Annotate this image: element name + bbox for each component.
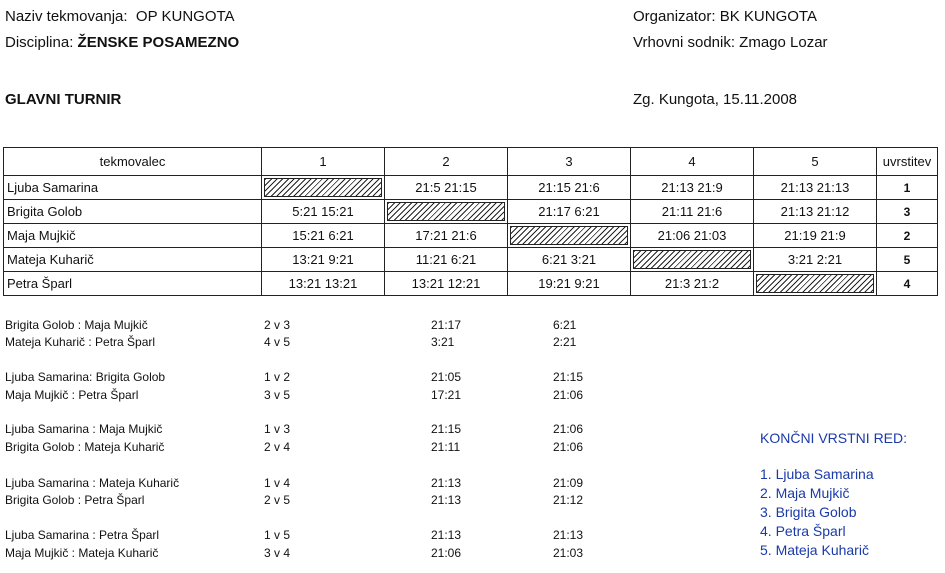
match-pair: 1 v 5	[264, 528, 291, 542]
match-set2: 21:12	[553, 493, 584, 507]
event-name-value: OP KUNGOTA	[135, 8, 235, 25]
match-set2: 2:21	[553, 335, 577, 349]
event-name-label: Naziv tekmovanja:	[5, 8, 128, 25]
score-cell: 19:21 9:21	[508, 272, 631, 296]
player-name: Brigita Golob	[4, 200, 262, 224]
match-players: Brigita Golob : Maja Mujkič	[5, 318, 148, 332]
score-cell: 21:13 21:13	[754, 176, 877, 200]
score-cell: 15:21 6:21	[262, 224, 385, 248]
column-header: 1	[262, 148, 385, 176]
column-header: 2	[385, 148, 508, 176]
referee-line	[633, 34, 828, 51]
score-cell: 21:13 21:9	[631, 176, 754, 200]
table-header-row	[4, 148, 938, 176]
match-players: Mateja Kuharič : Petra Šparl	[5, 335, 156, 349]
match-players: Brigita Golob : Petra Šparl	[5, 493, 145, 507]
discipline-line	[5, 34, 239, 51]
match-pair: 2 v 3	[264, 318, 291, 332]
score-cell: 21:06 21:03	[631, 224, 754, 248]
list-item: 5. Mateja Kuharič	[760, 542, 869, 558]
list-item: 4. Petra Šparl	[760, 523, 846, 539]
match-players: Maja Mujkič : Mateja Kuharič	[5, 546, 159, 560]
match-players: Ljuba Samarina : Petra Šparl	[5, 528, 160, 542]
score-cell: 13:21 9:21	[262, 248, 385, 272]
rank-cell: 4	[877, 272, 938, 296]
match-set1: 21:13	[431, 528, 462, 542]
self-match-cell	[385, 200, 508, 224]
column-header-rank: uvrstitev	[877, 148, 938, 176]
match-set2: 21:03	[553, 546, 584, 560]
final-ranking-list	[760, 466, 874, 561]
score-cell: 13:21 12:21	[385, 272, 508, 296]
final-ranking-title: KONČNI VRSTNI RED:	[760, 430, 908, 446]
match-players: Maja Mujkič : Petra Šparl	[5, 388, 139, 402]
score-cell: 21:13 21:12	[754, 200, 877, 224]
match-players: Ljuba Samarina : Maja Mujkič	[5, 422, 163, 436]
match-players: Brigita Golob : Mateja Kuharič	[5, 440, 165, 454]
player-name: Ljuba Samarina	[4, 176, 262, 200]
match-set1: 21:06	[431, 546, 462, 560]
score-cell: 21:5 21:15	[385, 176, 508, 200]
player-name: Petra Šparl	[4, 272, 262, 296]
score-cell: 21:19 21:9	[754, 224, 877, 248]
table-row	[4, 272, 938, 296]
referee-value: Zmago Lozar	[739, 34, 828, 51]
organizer-line	[633, 8, 817, 25]
score-cell: 17:21 21:6	[385, 224, 508, 248]
organizer-value: BK KUNGOTA	[719, 8, 817, 25]
referee-label: Vrhovni sodnik:	[633, 34, 735, 51]
results-table	[3, 147, 938, 296]
score-cell: 6:21 3:21	[508, 248, 631, 272]
rank-cell: 1	[877, 176, 938, 200]
discipline-label: Disciplina:	[5, 34, 74, 51]
match-pair: 1 v 2	[264, 370, 291, 384]
match-set2: 21:06	[553, 440, 584, 454]
column-header-player: tekmovalec	[4, 148, 262, 176]
place-date: Zg. Kungota, 15.11.2008	[633, 91, 798, 108]
table-row	[4, 200, 938, 224]
match-set2: 21:06	[553, 388, 584, 402]
rank-cell: 3	[877, 200, 938, 224]
score-cell: 13:21 13:21	[262, 272, 385, 296]
column-header: 4	[631, 148, 754, 176]
score-cell: 5:21 15:21	[262, 200, 385, 224]
score-cell: 21:11 21:6	[631, 200, 754, 224]
self-match-cell	[508, 224, 631, 248]
match-pair: 4 v 5	[264, 335, 291, 349]
match-pair: 2 v 5	[264, 493, 291, 507]
player-name: Maja Mujkič	[4, 224, 262, 248]
match-pair: 3 v 4	[264, 546, 291, 560]
score-cell: 3:21 2:21	[754, 248, 877, 272]
list-item: 1. Ljuba Samarina	[760, 466, 874, 482]
match-set1: 21:13	[431, 493, 462, 507]
match-players: Ljuba Samarina: Brigita Golob	[5, 370, 166, 384]
match-set1: 21:11	[431, 440, 461, 454]
score-cell: 21:15 21:6	[508, 176, 631, 200]
event-name-line	[5, 8, 235, 25]
match-pair: 1 v 4	[264, 476, 291, 490]
player-name: Mateja Kuharič	[4, 248, 262, 272]
match-set1: 21:05	[431, 370, 462, 384]
match-set1: 21:17	[431, 318, 462, 332]
score-cell: 11:21 6:21	[385, 248, 508, 272]
match-set2: 6:21	[553, 318, 577, 332]
match-set2: 21:13	[553, 528, 584, 542]
organizer-label: Organizator:	[633, 8, 716, 25]
match-pair: 2 v 4	[264, 440, 291, 454]
list-item: 2. Maja Mujkič	[760, 485, 850, 501]
score-cell: 21:17 6:21	[508, 200, 631, 224]
self-match-cell	[262, 176, 385, 200]
match-set2: 21:09	[553, 476, 584, 490]
column-header: 3	[508, 148, 631, 176]
match-set1: 3:21	[431, 335, 455, 349]
match-pair: 3 v 5	[264, 388, 291, 402]
match-set1: 17:21	[431, 388, 462, 402]
score-cell: 21:3 21:2	[631, 272, 754, 296]
table-row	[4, 248, 938, 272]
match-set2: 21:06	[553, 422, 584, 436]
table-row	[4, 224, 938, 248]
discipline-value: ŽENSKE POSAMEZNO	[77, 34, 240, 51]
match-set2: 21:15	[553, 370, 584, 384]
match-pair: 1 v 3	[264, 422, 291, 436]
rank-cell: 5	[877, 248, 938, 272]
section-title: GLAVNI TURNIR	[5, 91, 122, 108]
table-row	[4, 176, 938, 200]
rank-cell: 2	[877, 224, 938, 248]
self-match-cell	[631, 248, 754, 272]
column-header: 5	[754, 148, 877, 176]
self-match-cell	[754, 272, 877, 296]
match-players: Ljuba Samarina : Mateja Kuharič	[5, 476, 180, 490]
match-set1: 21:15	[431, 422, 462, 436]
list-item: 3. Brigita Golob	[760, 504, 857, 520]
match-set1: 21:13	[431, 476, 462, 490]
